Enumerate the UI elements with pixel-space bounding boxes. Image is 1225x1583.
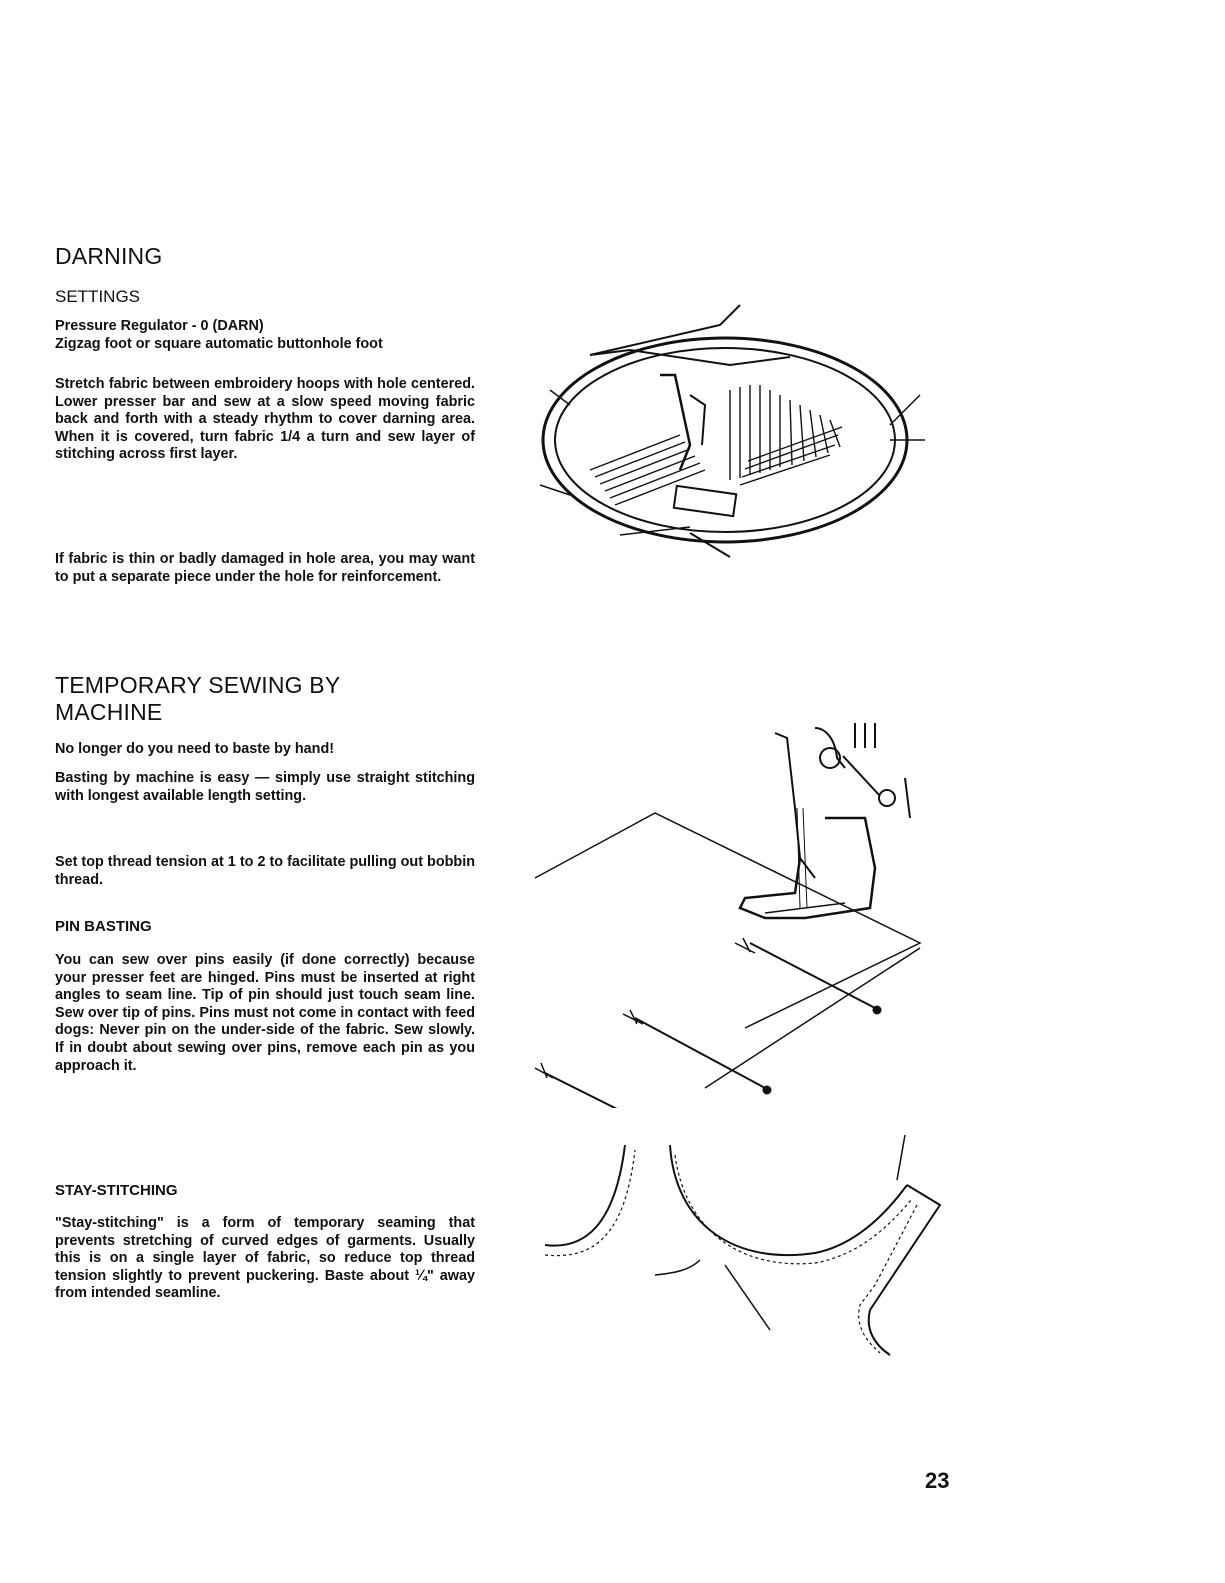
- settings-lines: [55, 318, 475, 353]
- pin-basting-heading: PIN BASTING: [55, 918, 152, 935]
- pin-basting-section: [55, 918, 475, 936]
- pin-basting-paragraph: You can sew over pins easily (if done correctly) because your presser feet are hinged. Pins must be inserted at right angles to seam line. Tip of pin should just touch seam line. Sew over tip of pins. Pins must not come in contact with feed dogs: Never pin on the under-side of the fabric. Sew slowly. If in doubt about sewing over pins, remove each pin as you approach it.: [55, 952, 475, 1074]
- stay-stitching-paragraph: "Stay-stitching" is a form of temporary seaming that prevents stretching of curved edges of garments. Usually this is on a single layer of fabric, so reduce top thread tension slightly to prevent puckering. Baste about ¼" away from intended seamline.: [55, 1215, 475, 1302]
- stay-stitching-heading: STAY-STITCHING: [55, 1182, 178, 1199]
- darning-title: DARNING: [55, 243, 163, 269]
- darning-reinforcement: [55, 551, 475, 586]
- pin-basting-illustration: [525, 718, 945, 1108]
- darning-instructions: [55, 376, 475, 464]
- pressure-regulator-line: Pressure Regulator - 0 (DARN): [55, 318, 264, 334]
- temporary-tension-paragraph: Set top thread tension at 1 to 2 to facilitate pulling out bobbin thread.: [55, 854, 475, 888]
- temporary-lead: [55, 741, 475, 759]
- stay-stitching-section: [55, 1182, 475, 1200]
- temporary-basting-paragraph: Basting by machine is easy — simply use straight stitching with longest available length setting.: [55, 770, 475, 804]
- temporary-tension: [55, 854, 475, 889]
- settings-heading: SETTINGS: [55, 287, 141, 306]
- darning-hoop-illustration: [530, 295, 930, 575]
- temporary-lead-text: No longer do you need to baste by hand!: [55, 741, 335, 757]
- darning-reinforcement-paragraph: If fabric is thin or badly damaged in hole area, you may want to put a separate piece under the hole for reinforcement.: [55, 551, 475, 585]
- pin-basting-body: [55, 952, 475, 1075]
- temporary-section: [55, 672, 475, 726]
- settings-block: [55, 287, 475, 307]
- temporary-title-line2: MACHINE: [55, 699, 163, 725]
- page-number: 23: [925, 1468, 950, 1493]
- temporary-title-line1: TEMPORARY SEWING BY: [55, 672, 341, 698]
- stay-stitching-body: [55, 1215, 475, 1303]
- darning-paragraph: Stretch fabric between embroidery hoops with hole centered. Lower presser bar and sew at a slow speed moving fabric back and forth with a steady rhythm to cover darning area. When it is covered, turn fabric 1/4 a turn and sew layer of stitching across first layer.: [55, 376, 475, 463]
- temporary-basting: [55, 770, 475, 805]
- stay-stitching-illustration: [525, 1125, 955, 1360]
- foot-line: Zigzag foot or square automatic buttonhole foot: [55, 335, 383, 352]
- darning-section: [55, 243, 475, 270]
